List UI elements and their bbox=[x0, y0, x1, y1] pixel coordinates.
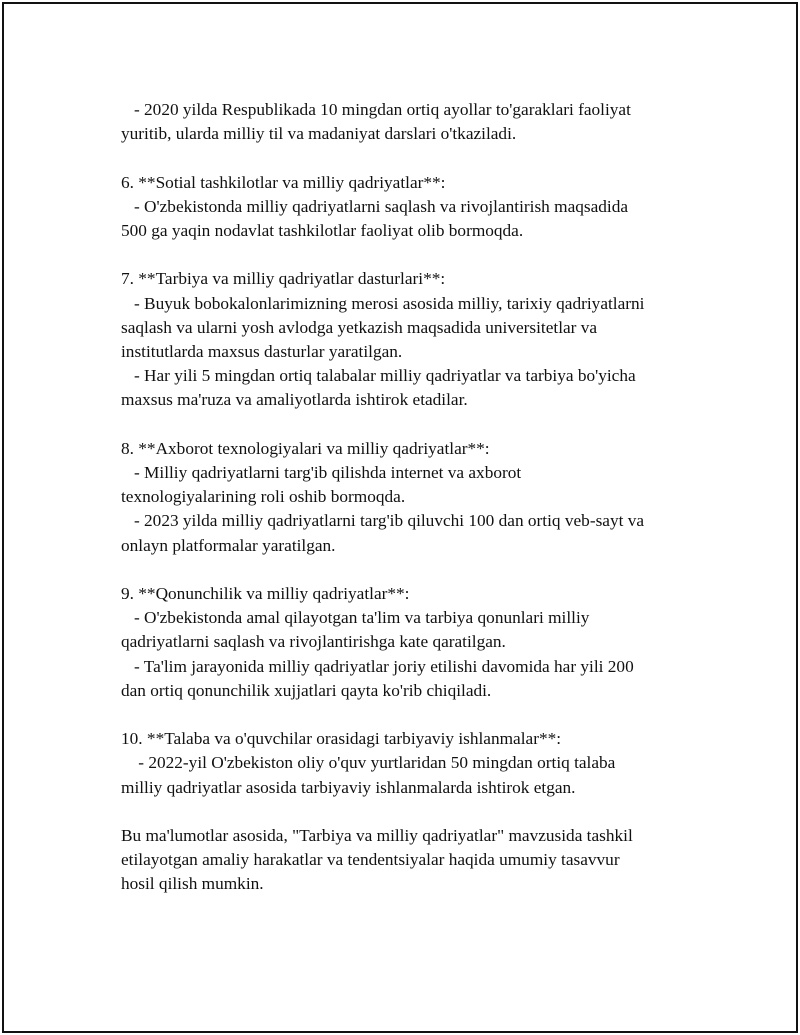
paragraph-item-8 bbox=[121, 437, 701, 558]
text-line: 500 ga yaqin nodavlat tashkilotlar faoliyat olib bormoqda. bbox=[121, 221, 524, 240]
item-heading: 6. **Sotial tashkilotlar va milliy qadriyatlar**: bbox=[121, 172, 446, 192]
paragraph-item-6 bbox=[121, 171, 701, 244]
text-line: institutlarda maxsus dasturlar yaratilgan. bbox=[121, 342, 403, 361]
item-heading: 7. **Tarbiya va milliy qadriyatlar dasturlari**: bbox=[121, 269, 446, 289]
text-line: - Buyuk bobokalonlarimizning merosi asosida milliy, tarixiy qadriyatlarni bbox=[121, 293, 645, 313]
text-line: - O'zbekistonda milliy qadriyatlarni saqlash va rivojlantirish maqsadida bbox=[121, 196, 629, 216]
paragraph-item-7 bbox=[121, 267, 701, 412]
text-line: - 2020 yilda Respublikada 10 mingdan ortiq ayollar to'garaklari faoliyat bbox=[121, 100, 631, 119]
text-line: - Har yili 5 mingdan ortiq talabalar milliy qadriyatlar va tarbiya bo'yicha bbox=[121, 366, 636, 386]
text-line: - Milliy qadriyatlarni targ'ib qilishda internet va axborot bbox=[121, 463, 522, 482]
paragraph-women-clubs bbox=[121, 98, 701, 146]
paragraph-conclusion bbox=[121, 824, 701, 897]
text-line: texnologiyalarining roli oshib bormoqda. bbox=[121, 487, 406, 507]
text-line: hosil qilish mumkin. bbox=[121, 874, 264, 894]
text-line: maxsus ma'ruza va amaliyotlarda ishtirok etadilar. bbox=[121, 390, 468, 410]
text-line: qadriyatlarni saqlash va rivojlantirishga kate qaratilgan. bbox=[121, 632, 506, 652]
item-heading: 9. **Qonunchilik va milliy qadriyatlar**: bbox=[121, 584, 410, 603]
document-body bbox=[121, 98, 701, 921]
page-frame bbox=[2, 2, 798, 1033]
text-line: Bu ma'lumotlar asosida, "Tarbiya va milliy qadriyatlar" mavzusida tashkil bbox=[121, 826, 633, 845]
item-heading: 10. **Talaba va o'quvchilar orasidagi tarbiyaviy ishlanmalar**: bbox=[121, 729, 562, 749]
text-line: - O'zbekistonda amal qilayotgan ta'lim va tarbiya qonunlari milliy bbox=[121, 608, 590, 628]
paragraph-item-10 bbox=[121, 727, 701, 800]
text-line: - 2022-yil O'zbekiston oliy o'quv yurtlaridan 50 mingdan ortiq talaba bbox=[121, 753, 616, 773]
paragraph-item-9 bbox=[121, 582, 701, 703]
text-line: onlayn platformalar yaratilgan. bbox=[121, 535, 336, 555]
text-line: - 2023 yilda milliy qadriyatlarni targ'ib qiluvchi 100 dan ortiq veb-sayt va bbox=[121, 511, 645, 531]
text-line: yuritib, ularda milliy til va madaniyat darslari o'tkaziladi. bbox=[121, 124, 517, 144]
text-line: etilayotgan amaliy harakatlar va tendentsiyalar haqida umumiy tasavvur bbox=[121, 850, 620, 870]
text-line: - Ta'lim jarayonida milliy qadriyatlar joriy etilishi davomida har yili 200 bbox=[121, 656, 634, 676]
text-line: saqlash va ularni yosh avlodga yetkazish maqsadida universitetlar va bbox=[121, 317, 598, 337]
text-line: milliy qadriyatlar asosida tarbiyaviy ishlanmalarda ishtirok etgan. bbox=[121, 777, 576, 797]
item-heading: 8. **Axborot texnologiyalari va milliy qadriyatlar**: bbox=[121, 438, 490, 458]
text-line: dan ortiq qonunchilik xujjatlari qayta ko'rib chiqiladi. bbox=[121, 680, 492, 700]
